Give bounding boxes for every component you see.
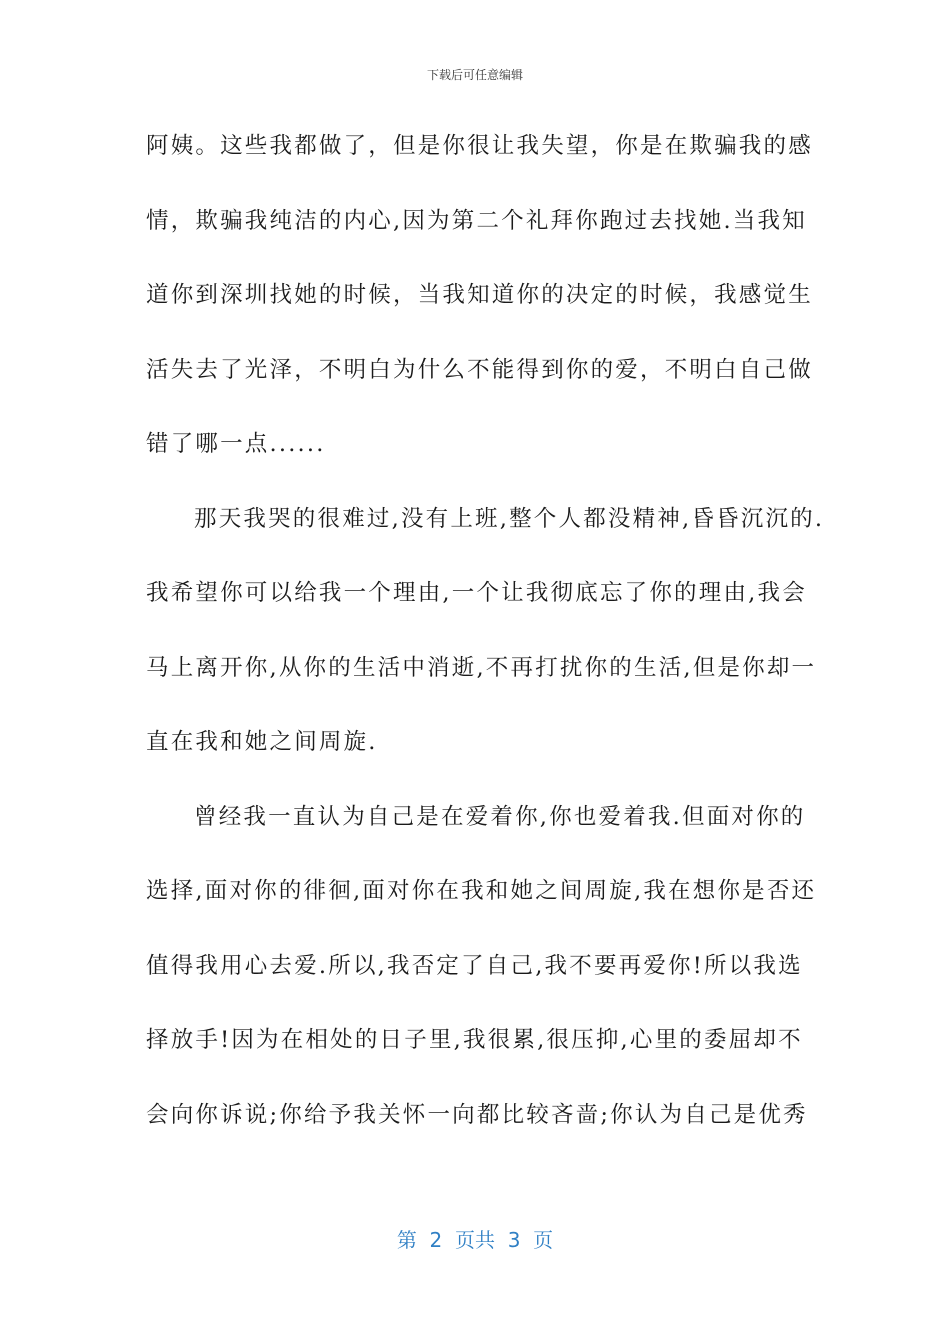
- text-line: 活失去了光泽，不明白为什么不能得到你的爱，不明白自己做: [146, 356, 813, 383]
- text-line: 值得我用心去爱.所以,我否定了自己,我不要再爱你!所以我选: [146, 952, 803, 979]
- body-text: [146, 126, 825, 1169]
- text-line: 我希望你可以给我一个理由,一个让我彻底忘了你的理由,我会: [146, 580, 807, 606]
- text-line: 会向你诉说;你给予我关怀一向都比较吝啬;你认为自己是优秀: [146, 1101, 808, 1128]
- text-line: 马上离开你,从你的生活中消逝,不再打扰你的生活,但是你却一: [146, 654, 817, 681]
- header-note: 下载后可任意编辑: [426, 68, 523, 82]
- paragraph-start-line: 曾经我一直认为自己是在爱着你,你也爱着我.但面对你的: [194, 803, 806, 830]
- text-line: 错了哪一点......: [146, 431, 326, 457]
- text-line: 道你到深圳找她的时候，当我知道你的决定的时候，我感觉生: [146, 282, 813, 308]
- page-number-footer: 第 2 页共 3 页: [396, 1228, 554, 1252]
- text-line: 阿姨。这些我都做了，但是你很让我失望，你是在欺骗我的感: [146, 133, 813, 159]
- text-line: 情，欺骗我纯洁的内心,因为第二个礼拜你跑过去找她.当我知: [146, 207, 807, 234]
- text-line: 直在我和她之间周旋.: [146, 729, 378, 755]
- text-line: 择放手!因为在相处的日子里,我很累,很压抑,心里的委屈却不: [146, 1027, 803, 1053]
- paragraph-start-line: 那天我哭的很难过,没有上班,整个人都没精神,昏昏沉沉的.: [194, 505, 825, 532]
- text-line: 选择,面对你的徘徊,面对你在我和她之间周旋,我在想你是否还: [146, 878, 817, 904]
